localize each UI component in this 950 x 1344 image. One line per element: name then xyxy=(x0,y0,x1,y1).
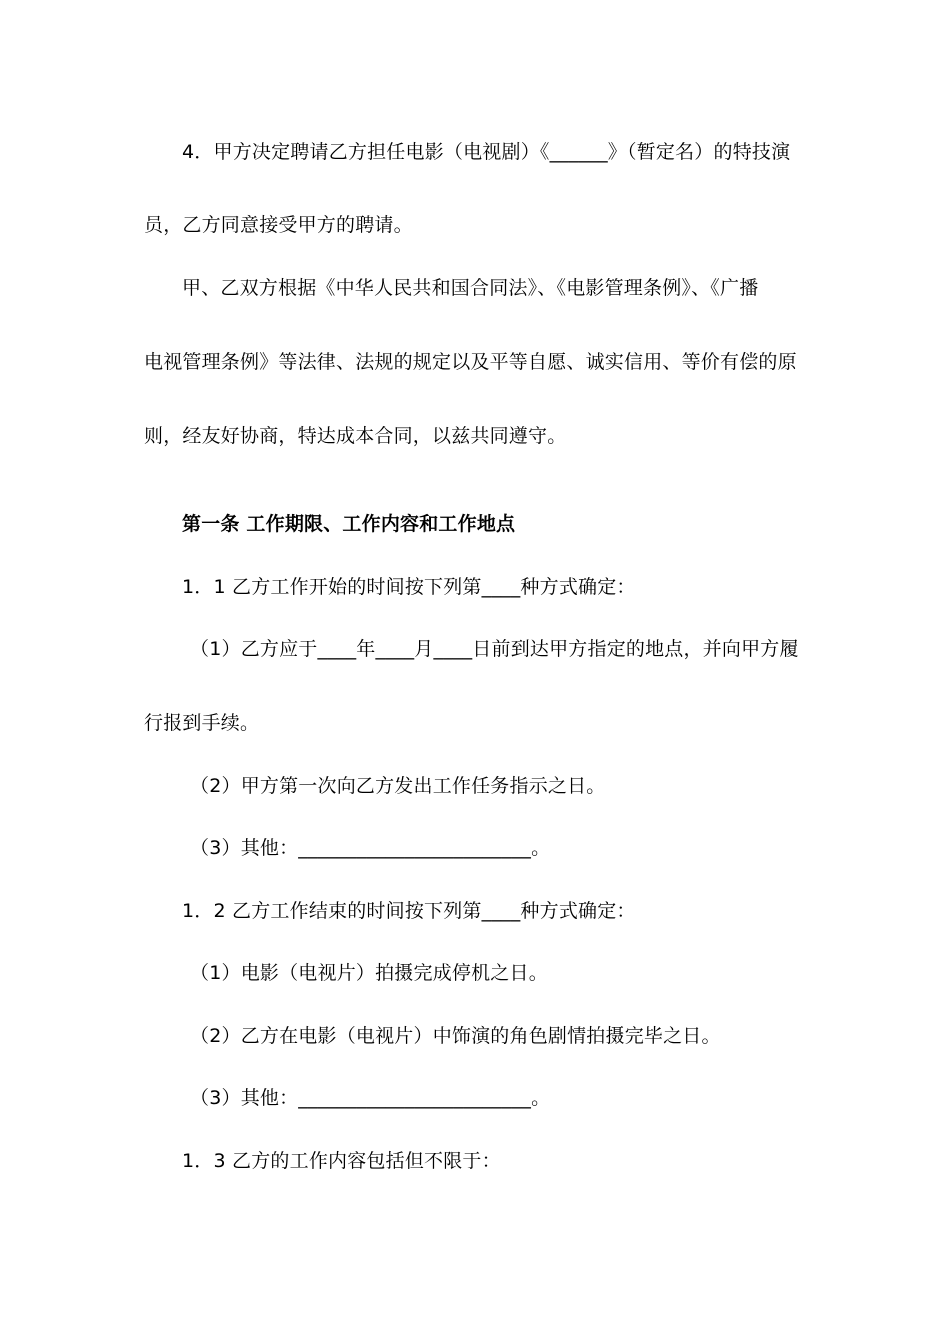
clause-line: 行报到手续。 xyxy=(144,712,260,734)
clause-line: 1．2 乙方工作结束的时间按下列第____种方式确定： xyxy=(182,900,636,922)
paragraph-line: 4．甲方决定聘请乙方担任电影（电视剧）《______》（暂定名）的特技演 xyxy=(182,141,791,163)
clause-line: （2）乙方在电影（电视片）中饰演的角色剧情拍摄完毕之日。 xyxy=(190,1025,721,1047)
clause-line: （1）电影（电视片）拍摄完成停机之日。 xyxy=(190,962,548,984)
clause-line: 1．3 乙方的工作内容包括但不限于： xyxy=(182,1150,501,1172)
clause-line: （3）其他：________________________。 xyxy=(190,1087,551,1109)
paragraph-line: 甲、乙双方根据《中华人民共和国合同法》、《电影管理条例》、《广播 xyxy=(182,277,759,299)
paragraph-line: 则，经友好协商，特达成本合同，以兹共同遵守。 xyxy=(144,425,567,447)
clause-line: （2）甲方第一次向乙方发出工作任务指示之日。 xyxy=(190,775,606,797)
clause-line: （3）其他：________________________。 xyxy=(190,837,551,859)
clause-line: 1．1 乙方工作开始的时间按下列第____种方式确定： xyxy=(182,576,636,598)
section-heading: 第一条 工作期限、工作内容和工作地点 xyxy=(182,513,516,535)
paragraph-line: 电视管理条例》等法律、法规的规定以及平等自愿、诚实信用、等价有偿的原 xyxy=(144,351,797,373)
paragraph-line: 员，乙方同意接受甲方的聘请。 xyxy=(144,214,413,236)
clause-line: （1）乙方应于____年____月____日前到达甲方指定的地点，并向甲方履 xyxy=(190,638,799,660)
